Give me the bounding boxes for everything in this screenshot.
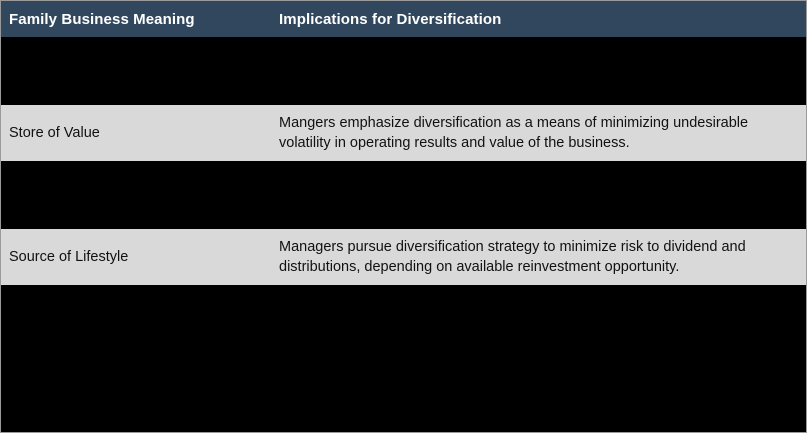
column-header-meaning: Family Business Meaning <box>1 1 271 37</box>
spacer-cell-meaning <box>1 37 271 105</box>
table-header-row <box>1 1 806 37</box>
cell-implication: Mangers emphasize diversification as a means of minimizing undesirable volatility in operating results and value of the business. <box>271 105 806 161</box>
table-body <box>1 37 806 285</box>
table-row-spacer <box>1 161 806 229</box>
table-row-spacer <box>1 37 806 105</box>
family-business-table <box>1 1 806 285</box>
table-header <box>1 1 806 37</box>
cell-implication: Managers pursue diversification strategy to minimize risk to dividend and distributions, depending on available reinvestment opportunity. <box>271 229 806 285</box>
spacer-cell-implication <box>271 37 806 105</box>
cell-meaning: Store of Value <box>1 105 271 161</box>
table-row <box>1 105 806 161</box>
spacer-cell-meaning <box>1 161 271 229</box>
table-row <box>1 229 806 285</box>
spacer-cell-implication <box>271 161 806 229</box>
cell-meaning: Source of Lifestyle <box>1 229 271 285</box>
column-header-implications: Implications for Diversification <box>271 1 806 37</box>
